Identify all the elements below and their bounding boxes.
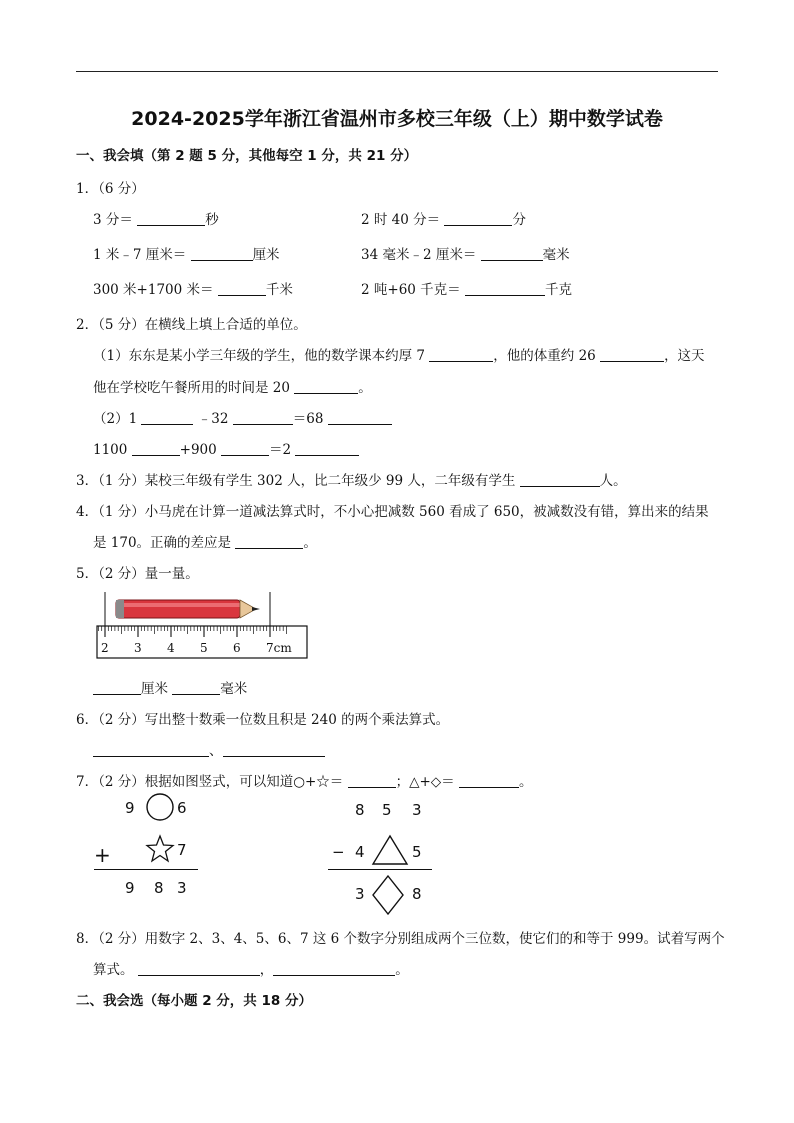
q4-line2 (93, 531, 317, 551)
q3-text: 3．（1 分）某校三年级有学生 302 人，比二年级少 99 人，二年级有学生 (76, 473, 516, 489)
q7-right-top-1: 5 (382, 801, 392, 819)
q1-r2a-text: 1 米﹣7 厘米＝ (93, 247, 187, 263)
section2-heading: 二、我会选（每小题 2 分，共 18 分） (76, 993, 312, 1009)
q2-p1-text-d: 他在学校吃午餐所用的时间是 20 (93, 380, 290, 396)
q1-label: 1．（6 分） (76, 181, 145, 197)
q2-p2-text-c: ＝68 (292, 411, 324, 427)
q7-left-top-a: 9 (125, 799, 135, 817)
q2-part1-line1 (93, 344, 705, 364)
q2-p3-text-c: ＝2 (269, 442, 292, 458)
q1-row3-right (361, 278, 572, 298)
q7-right-res-c: 8 (412, 885, 422, 903)
page-title: 2024-2025学年浙江省温州市多校三年级（上）期中数学试卷 (131, 108, 663, 130)
q6-blank2[interactable] (223, 743, 325, 757)
q2-p1-blank2[interactable] (600, 348, 664, 362)
q2-p3-blank2[interactable] (221, 442, 269, 456)
q1-row1-left (93, 208, 219, 228)
q1-r2b-blank[interactable] (481, 247, 543, 261)
q7-blank1[interactable] (348, 774, 396, 788)
q7-right-diff-rule (328, 869, 432, 870)
q8-end: 。 (395, 962, 409, 978)
q4-blank[interactable] (235, 535, 303, 549)
q5-label: 5．（2 分）量一量。 (76, 566, 199, 582)
q2-p2-blank2[interactable] (233, 411, 293, 425)
q8-line1: 8．（2 分）用数字 2、3、4、5、6、7 这 6 个数字分别组成两个三位数，使它们的和等于 999。试着写两个 (76, 931, 725, 947)
q7-left-top-c: 6 (177, 799, 187, 817)
circle-icon (145, 792, 175, 822)
q7-left-res-0: 9 (125, 879, 135, 897)
pencil-icon (116, 600, 260, 618)
diamond-icon (371, 874, 405, 916)
q1-r1b-unit: 分 (512, 212, 526, 228)
q2-part2-line2 (93, 438, 359, 458)
q6-blank1[interactable] (93, 743, 209, 757)
q5-answer-line (93, 677, 247, 697)
q1-r3a-text: 300 米+1700 米＝ (93, 282, 214, 298)
q1-r1b-blank[interactable] (444, 212, 512, 226)
q7-left-res-2: 3 (177, 879, 187, 897)
q7-end: 。 (518, 774, 533, 790)
ruler-label: 7cm (266, 641, 292, 655)
q1-r1a-blank[interactable] (137, 212, 205, 226)
ruler-label: 3 (134, 641, 142, 655)
q1-r2b-unit: 毫米 (542, 247, 570, 263)
q1-r3a-unit: 千米 (265, 282, 293, 298)
q2-p1-text-c: ，这天 (664, 348, 705, 364)
q2-p3-blank1[interactable] (132, 442, 180, 456)
ruler-label: 5 (200, 641, 208, 655)
q2-p1-text-a: （1）东东是某小学三年级的学生，他的数学课本约厚 7 (93, 348, 425, 364)
q5-blank-mm[interactable] (172, 681, 220, 695)
q8-blank1[interactable] (138, 962, 260, 976)
q8-sep: ， (259, 962, 274, 978)
q7-text: 7．（2 分）根据如图竖式，可以知道○+☆＝ (76, 774, 344, 790)
q8-line2 (93, 958, 409, 978)
ruler-label: 4 (167, 641, 175, 655)
q1-r3b-text: 2 吨+60 千克＝ (361, 282, 461, 298)
q2-p2-blank1[interactable] (141, 411, 193, 425)
q1-row3-left (93, 278, 293, 298)
q2-part1-line2 (93, 376, 372, 396)
q6-answer-line (93, 739, 325, 759)
q2-p3-text-a: 1100 (93, 442, 128, 458)
q2-p3-blank3[interactable] (295, 442, 359, 456)
q5-blank-cm[interactable] (93, 681, 141, 695)
q7-right-mid-c: 5 (412, 843, 422, 861)
q2-label: 2．（5 分）在横线上填上合适的单位。 (76, 317, 307, 333)
q4-end: 。 (303, 535, 317, 551)
q7-left-sum-rule (94, 869, 198, 870)
q2-p1-blank3[interactable] (294, 380, 358, 394)
q8-blank2[interactable] (273, 962, 395, 976)
top-rule (76, 71, 718, 72)
q7-right-top-2: 3 (412, 801, 422, 819)
q5-unit-mm: 毫米 (220, 681, 248, 697)
q2-p2-blank3[interactable] (328, 411, 392, 425)
q2-p1-text-e: 。 (358, 380, 372, 396)
q4-line1: 4．（1 分）小马虎在计算一道减法算式时，不小心把减数 560 看成了 650，被减数没有错，算出来的结果 (76, 504, 709, 520)
ruler-label: 2 (101, 641, 109, 655)
ruler-label: 6 (233, 641, 241, 655)
q3-blank[interactable] (520, 473, 600, 487)
ruler-figure (96, 592, 308, 660)
q3-line (76, 469, 627, 489)
q3-end: 人。 (599, 473, 627, 489)
q1-row2-left (93, 243, 280, 263)
q2-p2-text-a: （2）1 (93, 411, 138, 427)
triangle-icon (371, 834, 409, 866)
q1-r3b-blank[interactable] (465, 282, 545, 296)
q7-left-res-1: 8 (154, 879, 164, 897)
q7-right-op: − (332, 843, 345, 861)
q7-left-mid-c: 7 (177, 841, 187, 859)
q7-right-res-a: 3 (355, 885, 365, 903)
q7-left-op: + (94, 843, 111, 867)
q7-right-top-0: 8 (355, 801, 365, 819)
q1-r2b-text: 34 毫米﹣2 厘米＝ (361, 247, 477, 263)
q2-p1-text-b: ，他的体重约 26 (493, 348, 596, 364)
q1-r1b-text: 2 时 40 分＝ (361, 212, 441, 228)
q8-text: 算式。 (93, 962, 134, 978)
q1-r3b-unit: 千克 (544, 282, 572, 298)
q7-mid: ；△+◇＝ (395, 774, 455, 790)
q7-line (76, 770, 532, 790)
q2-p1-blank1[interactable] (429, 348, 493, 362)
q1-row1-right (361, 208, 526, 228)
q1-r1a-text: 3 分＝ (93, 212, 133, 228)
star-icon (145, 834, 175, 864)
q5-unit-cm: 厘米 (141, 681, 168, 697)
q4-text: 是 170。正确的差应是 (93, 535, 232, 551)
q1-row2-right (361, 243, 570, 263)
q7-right-mid-a: 4 (355, 843, 365, 861)
section1-heading: 一、我会填（第 2 题 5 分，其他每空 1 分，共 21 分） (76, 148, 418, 164)
q1-r2a-blank[interactable] (191, 247, 253, 261)
q2-part2-line1 (93, 407, 392, 427)
q7-blank2[interactable] (459, 774, 519, 788)
q2-p2-text-b: ﹣32 (197, 411, 229, 427)
q6-label: 6．（2 分）写出整十数乘一位数且积是 240 的两个乘法算式。 (76, 712, 450, 728)
q1-r2a-unit: 厘米 (252, 247, 280, 263)
q2-p3-text-b: +900 (179, 442, 217, 458)
q6-sep: 、 (209, 743, 223, 759)
q1-r3a-blank[interactable] (218, 282, 266, 296)
q1-r1a-unit: 秒 (205, 212, 219, 228)
